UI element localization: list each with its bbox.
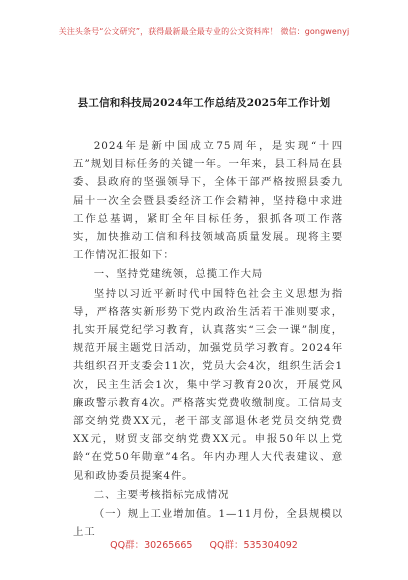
- section-heading-1: 一、坚持党建统领，总揽工作大局: [93, 268, 264, 281]
- section-2-item-1: （一）规上工业增加值。1—11月份，全县规模以上工: [73, 508, 343, 539]
- intro-paragraph: 2024年是新中国成立75周年，是实现“十四五”规划目标任务的关键一年。一年来，县工科局在县委、县政府的坚强领导下，全体干部严格按照县委九届十一次全会暨县委经济工作会精神，坚持稳中求进工作总基调，紧盯全年目标任务，狠抓各项工作落实，加快推动工信和科技领域高质量发展。现将主要工作情况汇报如下：: [73, 140, 343, 262]
- footer-contact: [0, 537, 408, 551]
- section-heading-2: 二、主要考核指标完成情况: [93, 488, 230, 501]
- qq-group-2[interactable]: QQ群：535304092: [209, 540, 298, 551]
- document-body: [73, 137, 343, 541]
- qq-group-1[interactable]: QQ群：30265665: [110, 540, 193, 551]
- promo-banner[interactable]: 关注头条号“公文研究”，获得最新最全最专业的公文资料库！ 微信：gongwenyj: [58, 27, 350, 36]
- section-1-paragraph: 坚持以习近平新时代中国特色社会主义思想为指导，严格落实新形势下党内政治生活若干准则要求，扎实开展党纪学习教育，认真落实“三会一课”制度，规范开展主题党日活动，加强党员学习教育。2024年共组织召开支委会11次，党员大会4次，组织生活会1次，民主生活会1次，集中学习教育20次，开展党风廉政警示教育4次。严格落实党费收缴制度。工信局支部交纳党费XX元，老干部支部退休老党员交纳党费XX元，财贸支部交纳党费XX元。申报50年以上党龄“在党50年勋章”4名。年内办理人大代表建议、意见和政协委员提案4件。: [73, 287, 343, 482]
- document-title: 县工信和科技局2024年工作总结及2025年工作计划: [77, 97, 331, 109]
